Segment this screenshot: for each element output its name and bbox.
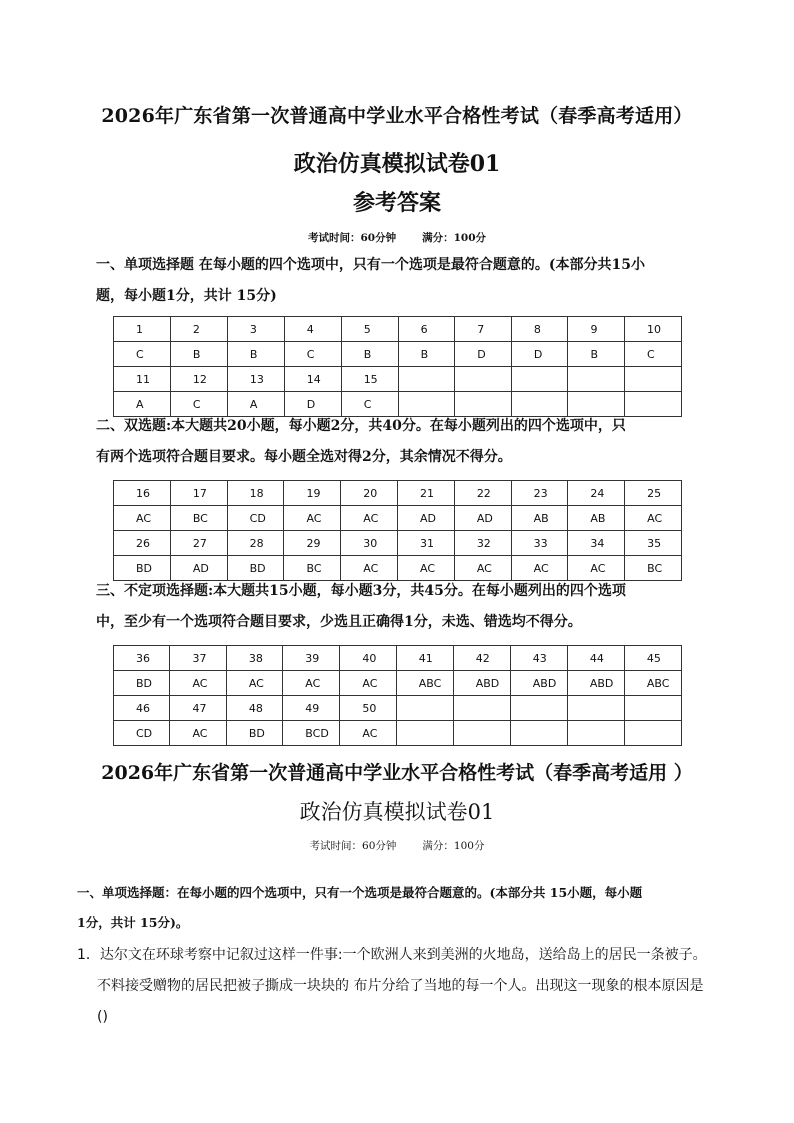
answer-cell: D [511, 342, 568, 367]
answer-cell: AC [398, 556, 455, 581]
answer-cell: BD [227, 556, 284, 581]
answer-cell: AC [568, 556, 625, 581]
answer-cell: AC [341, 506, 398, 531]
question-number-cell: 46 [114, 696, 170, 721]
question-number-cell: 13 [227, 367, 284, 392]
question-number-cell: 9 [568, 317, 625, 342]
answer-cell: ABC [396, 671, 453, 696]
answer-table-3 [113, 645, 682, 746]
answer-cell: C [284, 342, 341, 367]
answer-cell: BC [625, 556, 682, 581]
table-row [114, 646, 682, 671]
answer-cell: C [341, 392, 398, 417]
answer-cell: A [114, 392, 171, 417]
answer-cell: D [455, 342, 512, 367]
exam-time-2: 考试时间：60分钟 [309, 840, 397, 852]
question-number-cell: 31 [398, 531, 455, 556]
question-number-cell [455, 367, 512, 392]
question-1-line2: 不料接受赠物的居民把被子撕成一块块的 布片分给了当地的每一个人。出现这一现象的根本原因是 [97, 978, 704, 994]
paper-title-2: 政治仿真模拟试卷01 [299, 800, 495, 824]
question-number-cell: 38 [226, 646, 282, 671]
exam-meta [0, 230, 794, 245]
answer-cell: BD [114, 556, 171, 581]
answer-cell: AD [454, 506, 511, 531]
table-row [114, 531, 682, 556]
exam-title-2: 2026年广东省第一次普通高中学业水平合格性考试（春季高考适用 ） [101, 762, 693, 784]
question-number-cell: 27 [170, 531, 227, 556]
question-number-cell: 30 [341, 531, 398, 556]
answer-cell [510, 721, 567, 746]
question-number-cell: 37 [170, 646, 226, 671]
exam-meta-2 [0, 838, 794, 853]
answer-cell: CD [227, 506, 284, 531]
question-number-cell: 5 [341, 317, 398, 342]
question-number-cell: 41 [396, 646, 453, 671]
table-row [114, 317, 682, 342]
table-row [114, 481, 682, 506]
answer-cell: BC [284, 556, 341, 581]
question-number-cell: 42 [453, 646, 510, 671]
exam-title: 2026年广东省第一次普通高中学业水平合格性考试（春季高考适用） [101, 105, 693, 127]
answer-cell: AC [284, 506, 341, 531]
question-number-cell [453, 696, 510, 721]
question-number-cell: 10 [625, 317, 682, 342]
question-number-cell [625, 367, 682, 392]
question-number-cell: 17 [170, 481, 227, 506]
question-number-cell: 48 [226, 696, 282, 721]
answer-cell: AC [170, 721, 226, 746]
answer-cell: ABD [453, 671, 510, 696]
answer-table-2 [113, 480, 682, 581]
answer-cell: BC [170, 506, 227, 531]
answer-cell: AC [340, 721, 396, 746]
answer-cell: AC [511, 556, 568, 581]
question-number-cell [398, 367, 455, 392]
question-number-cell [510, 696, 567, 721]
section2-line2: 有两个选项符合题目要求。每小题全选对得2分，其余情况不得分。 [96, 449, 512, 465]
table-row [114, 367, 682, 392]
answer-cell: C [170, 392, 227, 417]
answer-cell: AC [283, 671, 340, 696]
question-number-cell: 50 [340, 696, 396, 721]
section2-instructions [96, 411, 722, 473]
part2-section-instructions [77, 878, 727, 938]
answer-table-1 [113, 316, 682, 417]
question-number-cell: 40 [340, 646, 396, 671]
question-number-cell: 45 [624, 646, 681, 671]
question-number-cell: 39 [283, 646, 340, 671]
question-number-cell: 20 [341, 481, 398, 506]
question-1 [77, 940, 727, 1033]
section2-line1: 二、双选题:本大题共20小题，每小题2分，共40分。在每小题列出的四个选项中，只 [96, 418, 626, 434]
answer-cell: AC [341, 556, 398, 581]
question-1-line3: () [97, 1009, 108, 1025]
answer-cell: C [114, 342, 171, 367]
answer-cell: C [625, 342, 682, 367]
section1-instructions [96, 250, 722, 312]
answer-cell: B [568, 342, 625, 367]
answer-cell: AC [226, 671, 282, 696]
answer-cell [453, 721, 510, 746]
question-1-line1: 1．达尔文在环球考察中记叙过这样一件事:一个欧洲人来到美洲的火地岛，送给岛上的居民一条被子。 [77, 947, 707, 963]
question-number-cell: 15 [341, 367, 398, 392]
answer-cell [396, 721, 453, 746]
answer-cell: AD [398, 506, 455, 531]
question-number-cell: 7 [455, 317, 512, 342]
answer-cell: BD [226, 721, 282, 746]
answer-cell: AC [454, 556, 511, 581]
question-number-cell: 22 [454, 481, 511, 506]
section3-line2: 中，至少有一个选项符合题目要求，少选且正确得1分，未选、错选均不得分。 [96, 614, 582, 630]
question-number-cell: 29 [284, 531, 341, 556]
answer-cell: A [227, 392, 284, 417]
table-row [114, 721, 682, 746]
question-number-cell: 21 [398, 481, 455, 506]
part2-section-line1: 一、单项选择题：在每小题的四个选项中，只有一个选项是最符合题意的。(本部分共 15小题，每小题 [77, 885, 643, 900]
table-row [114, 506, 682, 531]
answer-cell: AC [340, 671, 396, 696]
question-number-cell: 6 [398, 317, 455, 342]
question-number-cell: 44 [567, 646, 624, 671]
question-number-cell [511, 367, 568, 392]
question-number-cell: 47 [170, 696, 226, 721]
answer-cell: B [398, 342, 455, 367]
answer-cell: AB [568, 506, 625, 531]
exam-time: 考试时间：60分钟 [307, 232, 397, 244]
question-number-cell: 3 [227, 317, 284, 342]
answer-cell: CD [114, 721, 170, 746]
question-number-cell: 49 [283, 696, 340, 721]
question-number-cell: 25 [625, 481, 682, 506]
exam-score-2: 满分：100分 [422, 840, 485, 852]
answer-cell: ABD [510, 671, 567, 696]
table-row [114, 696, 682, 721]
answer-cell: AC [625, 506, 682, 531]
section1-line2: 题，每小题1分，共计 15分) [96, 288, 277, 304]
question-number-cell: 35 [625, 531, 682, 556]
part2-section-line2: 1分，共计 15分)。 [77, 915, 189, 930]
question-number-cell: 11 [114, 367, 171, 392]
answer-cell: AC [114, 506, 171, 531]
question-number-cell: 2 [170, 317, 227, 342]
question-number-cell: 4 [284, 317, 341, 342]
table-row [114, 342, 682, 367]
answer-cell: B [227, 342, 284, 367]
question-number-cell: 12 [170, 367, 227, 392]
paper-title: 政治仿真模拟试卷01 [293, 151, 501, 177]
table-row [114, 671, 682, 696]
question-number-cell: 33 [511, 531, 568, 556]
question-number-cell: 23 [511, 481, 568, 506]
question-number-cell [568, 367, 625, 392]
answer-cell: AC [170, 671, 226, 696]
question-number-cell [396, 696, 453, 721]
question-number-cell: 32 [454, 531, 511, 556]
answer-cell: B [341, 342, 398, 367]
answer-cell: ABD [567, 671, 624, 696]
answer-cell: ABC [624, 671, 681, 696]
exam-score: 满分：100分 [422, 232, 487, 244]
question-number-cell: 14 [284, 367, 341, 392]
section3-instructions [96, 576, 722, 638]
question-number-cell: 1 [114, 317, 171, 342]
section3-line1: 三、不定项选择题:本大题共15小题，每小题3分，共45分。在每小题列出的四个选项 [96, 583, 626, 599]
question-number-cell [624, 696, 681, 721]
question-number-cell: 24 [568, 481, 625, 506]
question-number-cell: 18 [227, 481, 284, 506]
question-number-cell: 36 [114, 646, 170, 671]
question-number-cell: 8 [511, 317, 568, 342]
section1-line1: 一、单项选择题 在每小题的四个选项中，只有一个选项是最符合题意的。(本部分共15小 [96, 257, 645, 273]
question-number-cell: 26 [114, 531, 171, 556]
answer-cell: B [170, 342, 227, 367]
answer-cell [567, 721, 624, 746]
question-number-cell: 16 [114, 481, 171, 506]
answer-cell: D [284, 392, 341, 417]
question-number-cell: 19 [284, 481, 341, 506]
answer-cell [624, 721, 681, 746]
answer-title: 参考答案 [352, 190, 441, 216]
question-number-cell: 28 [227, 531, 284, 556]
answer-cell: BCD [283, 721, 340, 746]
question-number-cell: 34 [568, 531, 625, 556]
question-number-cell: 43 [510, 646, 567, 671]
answer-cell: AD [170, 556, 227, 581]
answer-cell: AB [511, 506, 568, 531]
question-number-cell [567, 696, 624, 721]
answer-cell: BD [114, 671, 170, 696]
